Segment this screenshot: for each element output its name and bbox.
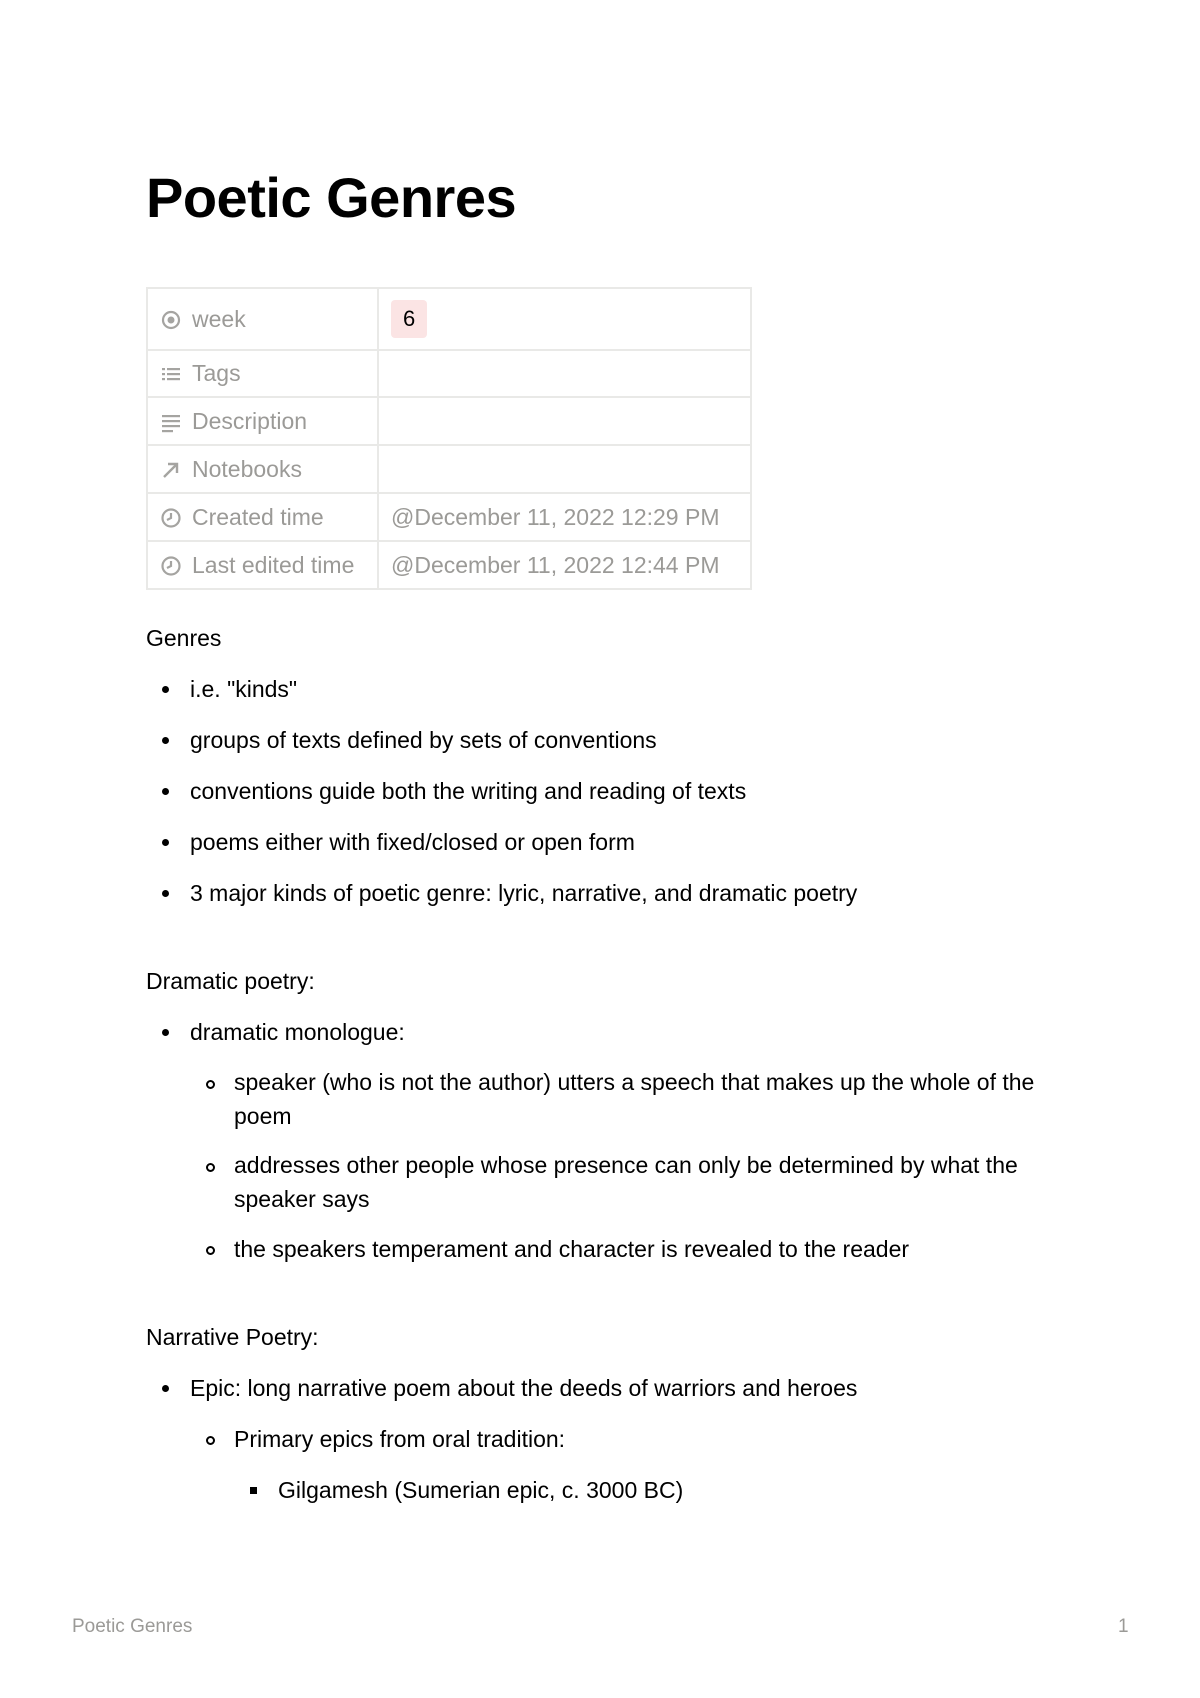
- property-key[interactable]: [147, 541, 378, 589]
- genres-list: [146, 671, 1046, 911]
- list-item-text: dramatic monologue:: [190, 1019, 405, 1045]
- list-item-text: groups of texts defined by sets of conventions: [190, 727, 657, 753]
- property-row-created-time: [147, 493, 751, 541]
- property-key-label: Last edited time: [192, 551, 355, 578]
- bullet-dot: [162, 1029, 169, 1036]
- property-row-last-edited-time: [147, 541, 751, 589]
- dramatic-sublist: [190, 1065, 1046, 1267]
- list-item-text: Primary epics from oral tradition:: [234, 1426, 566, 1452]
- section-heading-dramatic: Dramatic poetry:: [146, 968, 315, 994]
- list-icon: [160, 363, 182, 385]
- bullet-dot: [162, 737, 169, 744]
- list-item-text: poems either with fixed/closed or open form: [190, 829, 635, 855]
- property-key[interactable]: [147, 288, 378, 350]
- list-item-text: Gilgamesh (Sumerian epic, c. 3000 BC): [278, 1477, 684, 1503]
- list-item-text: conventions guide both the writing and reading of texts: [190, 778, 747, 804]
- section-heading-genres: Genres: [146, 625, 222, 651]
- property-key-label: Tags: [192, 360, 241, 386]
- narrative-list: [146, 1370, 1046, 1508]
- property-key[interactable]: [147, 397, 378, 445]
- text-lines-icon: [160, 411, 182, 433]
- last-edited-time-value: @December 11, 2022 12:44 PM: [378, 541, 751, 589]
- bullet-circle: [206, 1246, 215, 1255]
- status-circle-icon: [160, 309, 182, 331]
- bullet-square: [250, 1487, 257, 1494]
- narrative-sublist: [190, 1421, 1046, 1508]
- property-row-notebooks: [147, 445, 751, 493]
- page-title: Poetic Genres: [146, 166, 517, 229]
- bullet-circle: [206, 1163, 215, 1172]
- section-heading-narrative: Narrative Poetry:: [146, 1324, 319, 1350]
- list-item: [146, 722, 1046, 758]
- bullet-dot: [162, 788, 169, 795]
- property-key[interactable]: [147, 445, 378, 493]
- week-tag[interactable]: 6: [391, 300, 427, 338]
- list-item: [190, 1421, 1046, 1508]
- list-item: [146, 671, 1046, 707]
- properties-table: [146, 287, 752, 590]
- dramatic-list: [146, 1014, 1046, 1267]
- page-content: [146, 620, 1046, 1508]
- bullet-dot: [162, 686, 169, 693]
- bullet-dot: [162, 1385, 169, 1392]
- list-item-text: 3 major kinds of poetic genre: lyric, narrative, and dramatic poetry: [190, 880, 858, 906]
- footer-title: Poetic Genres: [72, 1616, 193, 1637]
- clock-icon: [160, 507, 182, 529]
- property-key-label: Created time: [192, 503, 324, 530]
- list-item: [146, 1014, 1046, 1267]
- list-item-text: the speakers temperament and character is revealed to the reader: [234, 1236, 910, 1262]
- list-item-text: addresses other people whose presence can only be determined by what the speaker says: [234, 1152, 1018, 1212]
- property-value[interactable]: [378, 445, 751, 493]
- footer-page-number: 1: [1118, 1616, 1129, 1637]
- bullet-circle: [206, 1080, 215, 1089]
- list-item-text: i.e. "kinds": [190, 676, 298, 702]
- property-row-week: [147, 288, 751, 350]
- list-item: [146, 875, 1046, 911]
- bullet-dot: [162, 890, 169, 897]
- list-item: [234, 1472, 1046, 1508]
- property-key[interactable]: [147, 350, 378, 397]
- property-value[interactable]: [378, 288, 751, 350]
- list-item: [146, 1370, 1046, 1508]
- list-item: [190, 1148, 1046, 1216]
- list-item: [146, 824, 1046, 860]
- property-row-description: [147, 397, 751, 445]
- bullet-circle: [206, 1436, 215, 1445]
- created-time-value: @December 11, 2022 12:29 PM: [378, 493, 751, 541]
- clock-icon: [160, 555, 182, 577]
- list-item-text: speaker (who is not the author) utters a speech that makes up the whole of the poem: [234, 1069, 1035, 1129]
- list-item: [190, 1065, 1046, 1133]
- bullet-dot: [162, 839, 169, 846]
- property-row-tags: [147, 350, 751, 397]
- property-key-label: week: [192, 305, 246, 332]
- list-item: [190, 1231, 1046, 1267]
- property-key-label: Notebooks: [192, 455, 302, 482]
- property-key[interactable]: [147, 493, 378, 541]
- property-value[interactable]: [378, 397, 751, 445]
- property-value[interactable]: [378, 350, 751, 397]
- property-key-label: Description: [192, 407, 308, 434]
- relation-arrow-icon: [160, 459, 182, 481]
- list-item-text: Epic: long narrative poem about the deeds of warriors and heroes: [190, 1375, 858, 1401]
- list-item: [146, 773, 1046, 809]
- narrative-subsublist: [234, 1472, 1046, 1508]
